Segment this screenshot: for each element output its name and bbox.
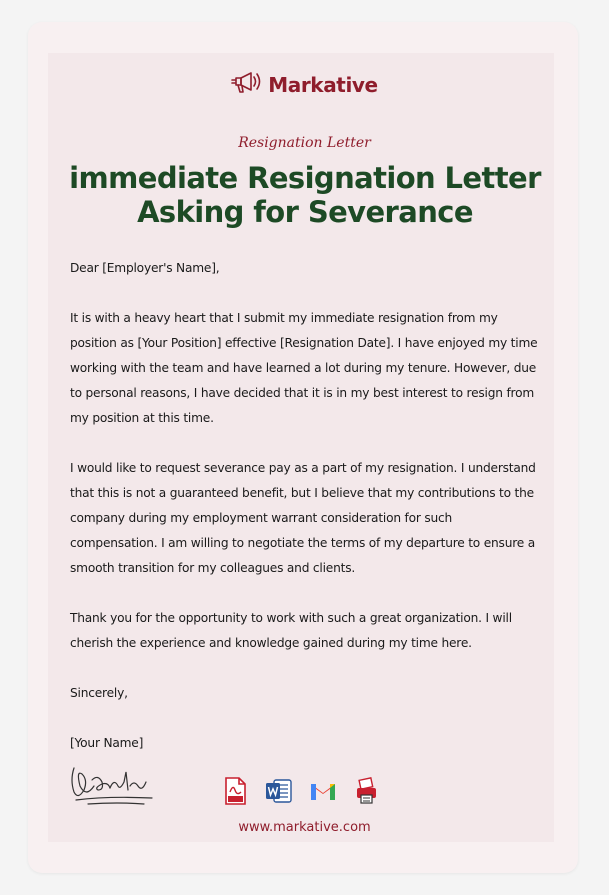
document-subtitle: Resignation Letter <box>238 135 371 151</box>
letter-body <box>70 256 540 781</box>
name-placeholder: [Your Name] <box>70 736 144 750</box>
paragraph-2: I would like to request severance pay as a part of my resignation. I understand that this is not a guaranteed benefit, but I believe that my contributions to the company during my employment warrant consideration for such compensation. I am willing to negotiate the terms of my departure to ensure a smooth transition for my colleagues and clients. <box>70 461 536 575</box>
salutation: Dear [Employer's Name], <box>70 261 220 275</box>
brand-logo[interactable] <box>0 68 609 101</box>
paragraph-1: It is with a heavy heart that I submit my immediate resignation from my position as [Your Position] effective [Resignation Date]. I have enjoyed my time working with the team and have learned a lot during my tenure. However, due to personal reasons, I have decided that it is in my best interest to resign from my position at this time. <box>70 311 538 425</box>
paragraph-3: Thank you for the opportunity to work with such a great organization. I will cherish the experience and knowledge gained during my time here. <box>70 611 512 650</box>
pdf-icon[interactable] <box>220 776 250 806</box>
closing: Sincerely, <box>70 686 128 700</box>
print-icon[interactable] <box>352 776 382 806</box>
title-line-1: immediate Resignation Letter <box>69 161 541 195</box>
brand-name: Markative <box>268 72 378 97</box>
word-icon[interactable] <box>264 776 294 806</box>
signature-icon <box>68 760 158 815</box>
page-title <box>48 161 562 229</box>
title-line-2: Asking for Severance <box>137 195 473 229</box>
download-formats <box>220 776 382 806</box>
megaphone-icon <box>231 68 265 101</box>
gmail-icon[interactable] <box>308 776 338 806</box>
website-link[interactable]: www.markative.com <box>238 820 371 835</box>
